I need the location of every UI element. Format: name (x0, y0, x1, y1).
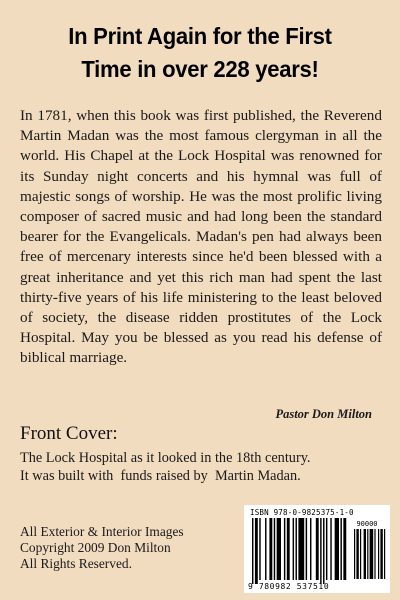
front-cover-heading: Front Cover: (20, 423, 118, 444)
copyright-line-3: All Rights Reserved. (20, 556, 132, 571)
headline-line-1: In Print Again for the First (68, 23, 332, 49)
barcode-bars (244, 505, 390, 593)
copyright-notice (20, 524, 184, 572)
description-paragraph: In 1781, when this book was first published, the Reverend Martin Madan was the most famous clergyman in all the world. His Chapel at the Lock Hospital was renowned for its Sunday night concerts and his hymnal was full of majestic songs of worship. He was the most prolific living composer of sacred music and had long been the standard bearer for the Evangelicals. Madan's pen had always been free of mercenary interests since he'd been blessed with a great inheritance and yet this rich man had spent the last thirty-five years of his life ministering to the least beloved of society, the disease ridden prostitutes of the Lock Hospital. May you be blessed as you read his defense of biblical marriage. (20, 107, 382, 367)
front-cover-caption (20, 449, 382, 485)
isbn-barcode (244, 505, 390, 593)
ean-digits: 9 780982 537510 (248, 582, 330, 591)
isbn-label: ISBN 978-0-9825375-1-0 (250, 508, 354, 517)
copyright-line-1: All Exterior & Interior Images (20, 524, 184, 539)
front-cover-caption-line-2: It was built with funds raised by Martin Madan. (20, 468, 301, 484)
front-cover-caption-line-1: The Lock Hospital as it looked in the 18th century. (20, 450, 311, 466)
price-code: 90000 (356, 520, 378, 528)
headline-line-2: Time in over 228 years! (81, 56, 319, 82)
headline (8, 20, 392, 86)
copyright-line-2: Copyright 2009 Don Milton (20, 540, 171, 555)
author-signature: Pastor Don Milton (275, 407, 372, 421)
